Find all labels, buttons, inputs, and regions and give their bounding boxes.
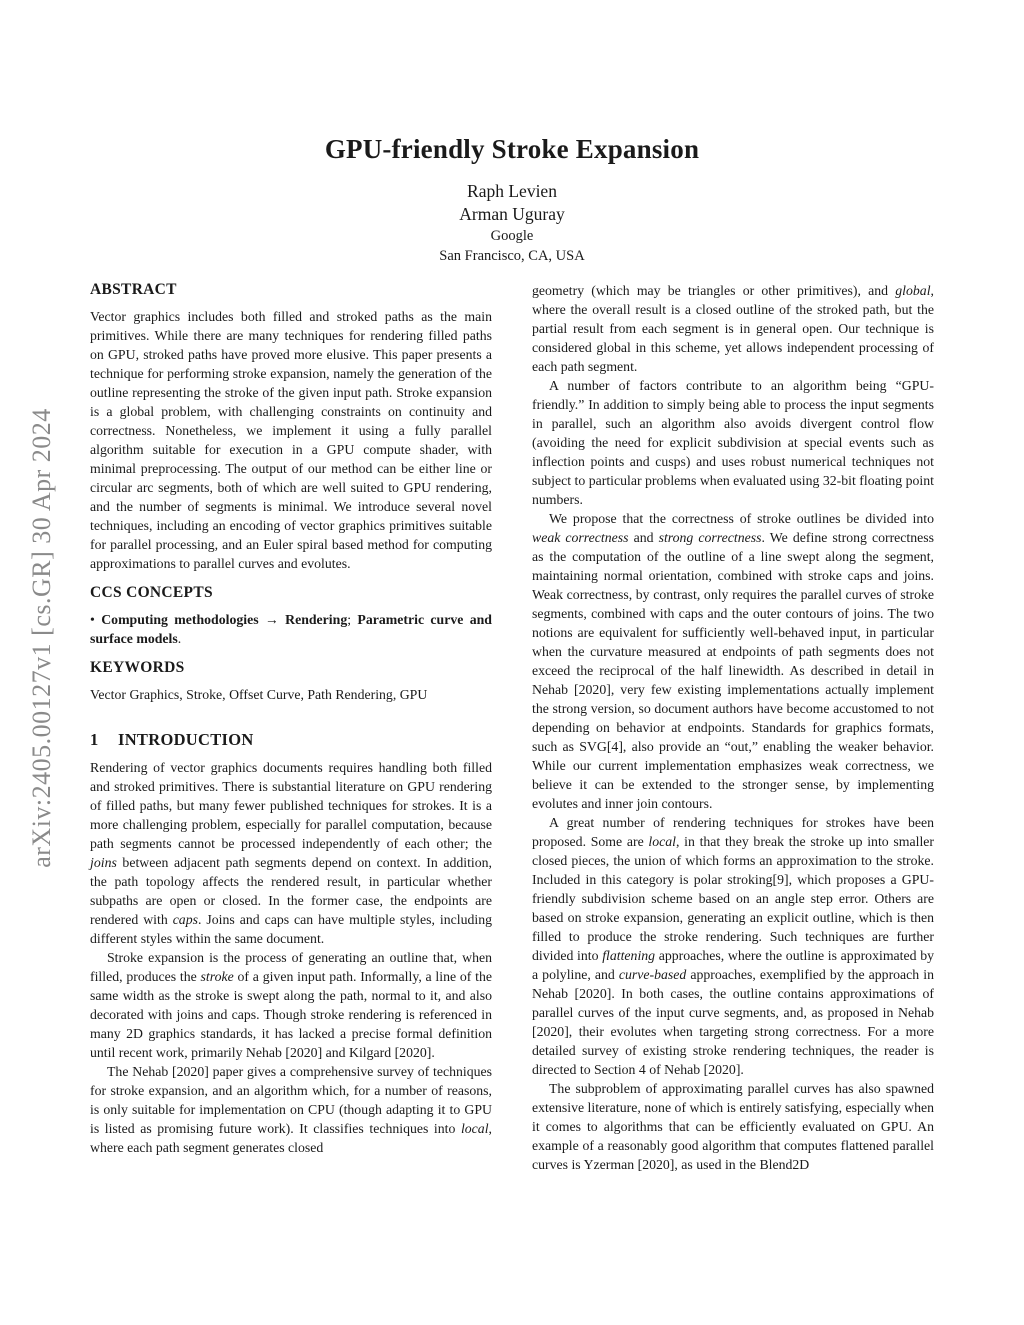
paragraph: Vector graphics includes both filled and stroked paths as the main primitives. While there are many techniques for rendering filled paths on GPU, stroked paths have proved more elusive. This paper presents a technique for performing stroke expansion, namely the generation of the outline representing the stroke of the given input path. Stroke expansion is a global problem, with challenging constraints on continuity and correctness. Nonetheless, we implement it using a fully parallel algorithm suitable for execution in a GPU compute shader, with minimal preprocessing. The output of our method can be either line or circular arc segments, both of which are well suited to GPU rendering, and the number of segments is minimal. We introduce several novel techniques, including an encoding of vector graphics primitives suitable for parallel processing, and an Euler spiral based method for computing approximations to parallel curves and evolutes. (90, 309, 492, 571)
paragraph: The Nehab [2020] paper gives a comprehensive survey of techniques for stroke expansion, and an algorithm which, for a number of reasons, is only suitable for implementation on CPU (though adapting it to GPU is listed as promising future work). It classifies techniques into local, where each path segment generates closed (90, 1064, 492, 1155)
author-name-2: Arman Uguray (459, 204, 565, 224)
introduction-body (90, 758, 492, 1157)
author-block (0, 180, 1024, 266)
paragraph: The subproblem of approximating parallel curves has also spawned extensive literature, none of which is entirely satisfying, especially when it comes to algorithms that can be efficiently evaluated on GPU. An example of a reasonably good algorithm that computes flattened parallel curves is Yzerman [2020], as used in the Blend2D (532, 1081, 934, 1172)
paper-header (0, 134, 1024, 266)
section-number: 1 (90, 730, 99, 749)
author-name-1: Raph Levien (467, 181, 557, 201)
keywords-heading: KEYWORDS (90, 659, 185, 676)
paragraph: A number of factors contribute to an algorithm being “GPU-friendly.” In addition to simply being able to process the input segments in parallel, such an algorithm also avoids divergent control flow (avoiding the need for explicit subdivision at special events such as inflection points and cusps) and uses robust numerical techniques not subject to particular problems when evaluated using 32-bit floating point numbers. (532, 378, 934, 507)
two-column-body (90, 281, 934, 1174)
ccs-concepts-heading: CCS CONCEPTS (90, 584, 213, 601)
right-column (532, 281, 934, 1174)
affiliation-location: San Francisco, CA, USA (439, 248, 585, 264)
arxiv-watermark (27, 328, 67, 948)
paragraph: Rendering of vector graphics documents requires handling both filled and stroked primitives. There is substantial literature on GPU rendering of filled paths, but many fewer published techniques for strokes. It is a more challenging problem, especially for parallel computation, because path segments cannot be processed independently of each other; the joins between adjacent path segments depend on context. In addition, the path topology affects the rendered result, in particular whether subpaths are open or closed. In the former case, the endpoints are rendered with caps. Joins and caps can have multiple styles, including different styles within the same document. (90, 760, 492, 946)
paragraph: geometry (which may be triangles or other primitives), and global, where the overall result is a closed outline of the stroked path, but the partial result from each segment is in general open. Our technique is considered global in this scheme, yet allows independent processing of each path segment. (532, 283, 934, 374)
arxiv-label: arXiv:2405.00127v1 [cs.GR] 30 Apr 2024 (27, 408, 56, 868)
paragraph: A great number of rendering techniques for strokes have been proposed. Some are local, in that they break the stroke up into smaller closed pieces, the union of which forms an approximation to the stroke. Included in this category is polar stroking[9], which proposes a GPU-friendly subdivision scheme based on an angle step error. Others are based on stroke expansion, generating an explicit outline, which is then filled to produce the stroke rendering. Such techniques are further divided into flattening approaches, where the outline is approximated by a polyline, and curve-based approaches, exemplified by the approach in Nehab [2020]. In both cases, the outline contains approximations of parallel curves of the input curve segments, and, as proposed in Nehab [2020], their evolutes when targeting strong correctness. For a more detailed survey of existing stroke rendering techniques, the reader is directed to Section 4 of Nehab [2020]. (532, 815, 934, 1077)
ccs-concepts-body (90, 610, 492, 648)
section-title: INTRODUCTION (118, 730, 254, 749)
left-column (90, 281, 492, 1174)
abstract-body (90, 307, 492, 573)
keywords-body (90, 685, 492, 704)
introduction-heading (90, 730, 492, 750)
paragraph: • Computing methodologies → Rendering; Parametric curve and surface models. (90, 612, 492, 646)
right-column-body (532, 281, 934, 1174)
paper-title: GPU-friendly Stroke Expansion (324, 134, 700, 164)
affiliation: Google (490, 228, 534, 244)
abstract-heading: ABSTRACT (90, 281, 177, 298)
paragraph: We propose that the correctness of stroke outlines be divided into weak correctness and strong correctness. We define strong correctness as the computation of the outline of a line swept along the segment, maintaining normal orientation, combined with stroke caps and joins. Weak correctness, by contrast, only requires the parallel curves of stroke segments, combined with caps and the outer contours of joins. The two notions are equivalent for sufficiently well-behaved input, in particular when the curvature measured at endpoints of path segments does not exceed the reciprocal of the half linewidth. As described in detail in Nehab [2020], very few existing implementations actually implement the strong version, so document authors have become accustomed to not depending on behavior at endpoints. Standards for graphics formats, such as SVG[4], also provide an “out,” enabling the weaker behavior. While our current implementation emphasizes weak correctness, we believe it can be extended to the stronger sense, by implementing evolutes and inner join contours. (532, 511, 935, 811)
paragraph: Vector Graphics, Stroke, Offset Curve, Path Rendering, GPU (90, 687, 428, 702)
paragraph: Stroke expansion is the process of generating an outline that, when filled, produces the stroke of a given input path. Informally, a line of the same width as the stroke is swept along the path, normal to it, and also decorated with joins and caps. Though stroke rendering is referenced in many 2D graphics standards, it has lacked a precise formal definition until recent work, primarily Nehab [2020] and Kilgard [2020]. (90, 950, 493, 1060)
